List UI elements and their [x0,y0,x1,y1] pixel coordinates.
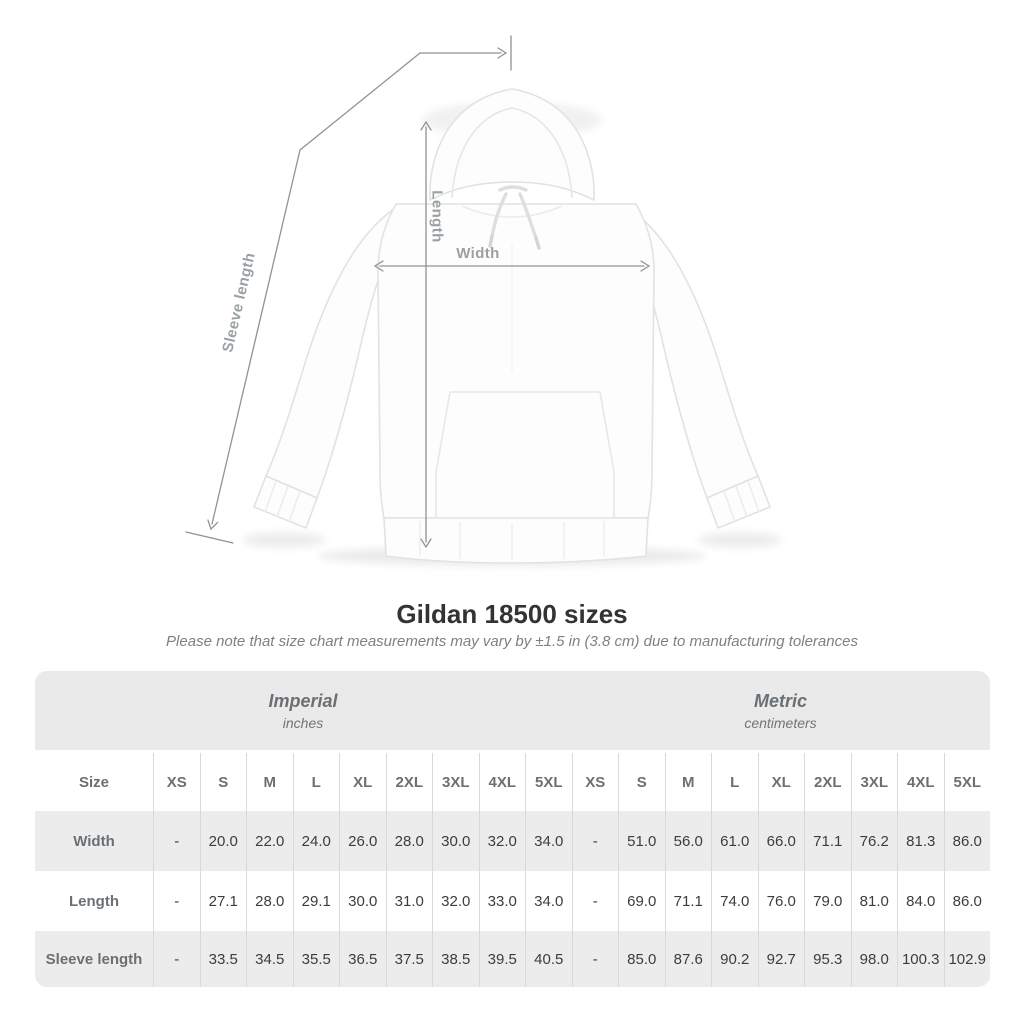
table-cell: 28.0 [246,871,293,931]
unit-group-metric [571,671,990,750]
table-cell: 74.0 [711,871,758,931]
size-col-header: XL [758,753,805,811]
row-label: Sleeve length [45,950,143,968]
table-cell: 71.1 [665,871,712,931]
table-cell: 28.0 [386,811,433,871]
size-col-header: 5XL [944,753,991,811]
table-cell: 30.0 [432,811,479,871]
table-cell: - [153,931,200,987]
table-cell: 40.5 [525,931,572,987]
table-cell: 86.0 [944,811,991,871]
metric-subtitle: centimeters [744,714,817,731]
table-cell: 39.5 [479,931,526,987]
sleeve-length-row [35,931,990,987]
size-col-header: S [200,753,247,811]
table-cell: 31.0 [386,871,433,931]
size-col-header: 4XL [479,753,526,811]
table-cell: 33.0 [479,871,526,931]
size-col-header: XL [339,753,386,811]
table-cell: 85.0 [618,931,665,987]
table-cell: 24.0 [293,811,340,871]
sleeve-length-label: Sleeve length [219,250,259,355]
length-label: Length [428,190,446,243]
table-cell: 38.5 [432,931,479,987]
size-col-header: S [618,753,665,811]
size-col-header: L [711,753,758,811]
table-cell: 51.0 [618,811,665,871]
sleeve-end-tick [186,532,233,543]
size-col-header: XS [153,753,200,811]
size-col-header: 2XL [386,753,433,811]
row-label: Width [73,832,115,850]
table-cell: 27.1 [200,871,247,931]
table-cell: 36.5 [339,931,386,987]
size-col-header: 2XL [804,753,851,811]
imperial-subtitle: inches [282,714,324,731]
hoodie-image [254,89,770,563]
table-cell: 34.0 [525,811,572,871]
size-col-header: 5XL [525,753,572,811]
table-cell: 71.1 [804,811,851,871]
table-cell: 66.0 [758,811,805,871]
table-cell: 29.1 [293,871,340,931]
table-cell: 76.2 [851,811,898,871]
table-cell: 32.0 [432,871,479,931]
metric-title: Metric [753,690,807,711]
size-col-header: M [665,753,712,811]
table-cell: 26.0 [339,811,386,871]
table-cell: 76.0 [758,871,805,931]
table-cell: 92.7 [758,931,805,987]
size-chart-table [35,671,990,987]
table-cell: 79.0 [804,871,851,931]
table-cell: 30.0 [339,871,386,931]
table-cell: 102.9 [944,931,991,987]
tolerance-note: Please note that size chart measurements may vary by ±1.5 in (3.8 cm) due to manufacturing tolerances [166,633,858,650]
table-cell: - [153,811,200,871]
table-cell: 100.3 [897,931,944,987]
table-cell: 98.0 [851,931,898,987]
table-cell: 22.0 [246,811,293,871]
size-row-label: Size [78,773,109,791]
size-col-header: 4XL [897,753,944,811]
table-cell: 81.0 [851,871,898,931]
table-cell: 32.0 [479,811,526,871]
table-cell: 95.3 [804,931,851,987]
page-title: Gildan 18500 sizes [396,599,628,629]
table-cell: 34.5 [246,931,293,987]
size-col-header: XS [572,753,619,811]
table-cell: 20.0 [200,811,247,871]
size-header-row [35,753,990,811]
row-label: Length [69,892,119,910]
table-cell: 35.5 [293,931,340,987]
size-col-header: 3XL [432,753,479,811]
table-cell: - [572,931,619,987]
length-row [35,871,990,931]
table-cell: 56.0 [665,811,712,871]
table-cell: 84.0 [897,871,944,931]
table-cell: 87.6 [665,931,712,987]
table-cell: 34.0 [525,871,572,931]
table-cell: 81.3 [897,811,944,871]
table-cell: - [153,871,200,931]
size-col-header: M [246,753,293,811]
imperial-title: Imperial [268,690,338,711]
width-row [35,811,990,871]
width-label: Width [456,245,500,262]
table-cell: 61.0 [711,811,758,871]
size-col-header: L [293,753,340,811]
table-cell: 86.0 [944,871,991,931]
unit-group-header [35,671,990,753]
table-cell: 33.5 [200,931,247,987]
table-cell: - [572,871,619,931]
table-cell: 37.5 [386,931,433,987]
table-cell: 90.2 [711,931,758,987]
unit-group-imperial [35,671,571,750]
table-cell: - [572,811,619,871]
size-col-header: 3XL [851,753,898,811]
table-cell: 69.0 [618,871,665,931]
